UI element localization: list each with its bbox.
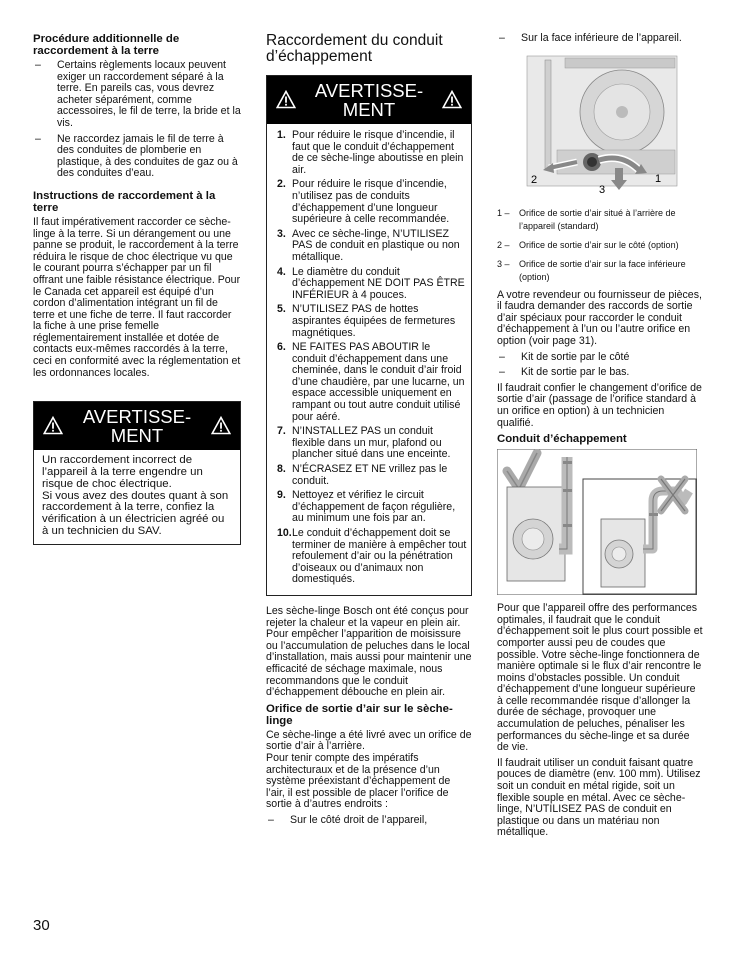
outlet-paragraph: Ce sèche-linge a été livré avec un orifice de sortie d’air à l’arrière. xyxy=(266,728,472,753)
duct-routing-illustration xyxy=(497,449,697,595)
heading-additional-grounding: Procédure additionnelle de raccordement à la terre xyxy=(33,33,180,57)
outlet-paragraph: Pour tenir compte des impératifs architecturaux et de la présence d’un système préexistant d’échappement de l’air, il est possible de placer l’orifice de sortie à d’autres endroits : xyxy=(266,751,451,811)
figure-caption: 2 – Orifice de sortie d’air sur le côté (option) xyxy=(497,239,679,250)
technician-paragraph: Il faudrait confier le changement d’orifice de sortie d’air (passage de l’orifice standard à un orifice en option) à un technicien qualifié. xyxy=(497,381,702,429)
heading-grounding-instructions: Instructions de raccordement à la terre xyxy=(33,189,216,214)
list-item: – Sur le côté droit de l’appareil, xyxy=(268,813,428,826)
duct-diameter-paragraph: Il faudrait utiliser un conduit faisant quatre pouces de diamètre (env. 100 mm). Utilisez soit un conduit en métal rigide, soit un flexible souple en métal. Avec ce sèche-linge, N’UTILISEZ PAS de conduit en plastique ou dans un matériau non métallique. xyxy=(497,756,701,839)
warning-list-item: 2. Pour réduire le risque d’incendie, n’utilisez pas de conduits d’échappement d’une longueur supérieure à celle recommandée. xyxy=(277,178,450,226)
warning-list-item: 5. N’UTILISEZ PAS de hottes aspirantes équipées de fermetures magnétiques. xyxy=(277,303,456,339)
warning-triangle-icon xyxy=(43,416,63,435)
list-item: – Certains règlements locaux peuvent exiger un raccordement séparé à la terre. En pareils cas, vous devrez acheter séparément, comme accessoires, le fil de terre, la bride et la vis. xyxy=(35,59,241,129)
warning-box-exhaust xyxy=(266,75,472,596)
warning-header xyxy=(267,76,471,124)
column-middle xyxy=(266,33,472,830)
warning-list-item: 8. N’ÉCRASEZ ET NE vrillez pas le conduit. xyxy=(277,463,448,487)
warning-list-item: 3. Avec ce sèche-linge, N’UTILISEZ PAS de conduit en plastique ou non métallique. xyxy=(277,227,460,263)
performance-paragraph: Pour que l’appareil offre des performances optimales, il faudrait que le conduit d’échappement soit le plus court possible et comporter aussi peu de coudes que possible. Votre sèche-linge fonctionnera de manière optimale si le flux d’air rencontre le moins d’obstacles possible. Un conduit d’échappement d’une longueur supérieure à celle recommandée risque d’allonger la durée de séchage, provoquer une accumulation de peluches, pénaliser les performances du sèche-linge et sa durée de vie. xyxy=(497,602,703,754)
fig-label-1: 1 xyxy=(655,172,662,185)
heading-air-outlet: Orifice de sortie d’air sur le sèche-linge xyxy=(266,702,453,727)
list-item: – Kit de sortie par le côté xyxy=(499,350,630,363)
fig-label-3: 3 xyxy=(599,183,606,193)
exhaust-paragraph: Les sèche-linge Bosch ont été conçus pour rejeter la chaleur et la vapeur en plein air. Pour empêcher l’apparition de moisissure ou l’accumulation de peluches dans le local d’installation, mais aussi pour maintenir une efficacité de séchage maximale, nous recommandons que le conduit d’échappement débouche en plein air. xyxy=(266,604,472,699)
warning-list-item: 9. Nettoyez et vérifiez le circuit d’échappement de façon régulière, au minimum une fois par an. xyxy=(277,489,456,525)
warning-triangle-icon xyxy=(211,416,231,435)
list-item: – Sur la face inférieure de l’appareil. xyxy=(499,32,682,44)
warning-list-item: 1. Pour réduire le risque d’incendie, il faut que le conduit d’échappement de ce sèche-linge aboutisse en plein air. xyxy=(277,129,464,176)
column-left xyxy=(33,33,241,545)
list-item: – Kit de sortie par le bas. xyxy=(499,366,630,379)
warning-title: AVERTISSE-MENT xyxy=(314,80,424,120)
warning-list-item: 6. NE FAITES PAS ABOUTIR le conduit d’échappement dans une cheminée, dans le conduit d’air froid d’une chaudière, par une lucarne, un espace accessible uniquement en rampant ou tout autre conduit utilisé pour aéré. xyxy=(277,341,465,423)
warning-triangle-icon xyxy=(276,90,296,109)
figure-caption: 3 – Orifice de sortie d’air sur la face inférieure (option) xyxy=(497,258,686,282)
warning-list-item: 7. N’INSTALLEZ PAS un conduit flexible dans un mur, plafond ou plancher situé dans une enceinte. xyxy=(277,425,451,461)
warning-list-item: 4. Le diamètre du conduit d’échappement NE DOIT PAS ÊTRE INFÉRIEUR à 4 pouces. xyxy=(277,265,465,301)
caption-list xyxy=(497,207,703,284)
warning-body: Un raccordement incorrect de l’appareil à la terre engendre un risque de choc électrique. Si vous avez des doutes quant à son raccordement à la terre, confiez la vérification à un électricien agréé ou à un technicien du SAV. xyxy=(42,454,229,538)
warning-list xyxy=(267,124,471,595)
grounding-paragraph: Il faut impérativement raccorder ce sèche-linge à la terre. Si un dérangement ou une panne se produit, le raccordement à la terre réduira le risque de choc électrique vu que le courant pourra s’échapper par un fil offrant une faible résistance électrique. Pour le Canada cet appareil est équipé d’un cordon d’alimentation intégrant un fil de terre et une fiche de terre. Il faut raccorder la fiche à une prise femelle réglementairement installée et dotée de contacts eux-mêmes raccordés à la terre, ceci en conformité avec la réglementation et les ordonnances locales. xyxy=(33,215,241,379)
dryer-outlet-illustration xyxy=(497,50,697,193)
warning-box-grounding xyxy=(33,401,241,545)
heading-exhaust-duct: Conduit d’échappement xyxy=(497,433,627,446)
list-item: – Ne raccordez jamais le fil de terre à des conduites de plomberie en plastique, à des conduites de gaz ou à des conduites d’eau. xyxy=(35,132,238,180)
warning-list-item: 10. Le conduit d’échappement doit se terminer de manière à empêcher tout refoulement d’air ou la pénétration d’oiseaux ou d’animaux non domestiqués. xyxy=(277,527,467,586)
fig-label-2: 2 xyxy=(531,173,538,186)
column-right xyxy=(497,33,703,843)
figure-caption: 1 – Orifice de sortie d’air situé à l’arrière de l’appareil (standard) xyxy=(497,207,676,231)
warning-header xyxy=(34,402,240,450)
warning-title: AVERTISSE-MENT xyxy=(82,406,192,447)
section-title-exhaust: Raccordement du conduit d’échappement xyxy=(266,32,443,65)
page-number: 30 xyxy=(33,917,50,934)
parts-paragraph: A votre revendeur ou fournisseur de pièces, il faudra demander des raccords de sortie d’air spéciaux pour raccorder le conduit d’échappement à l’un ou l’autre orifice en option (voir page 31). xyxy=(497,288,702,347)
warning-triangle-icon xyxy=(442,90,462,109)
